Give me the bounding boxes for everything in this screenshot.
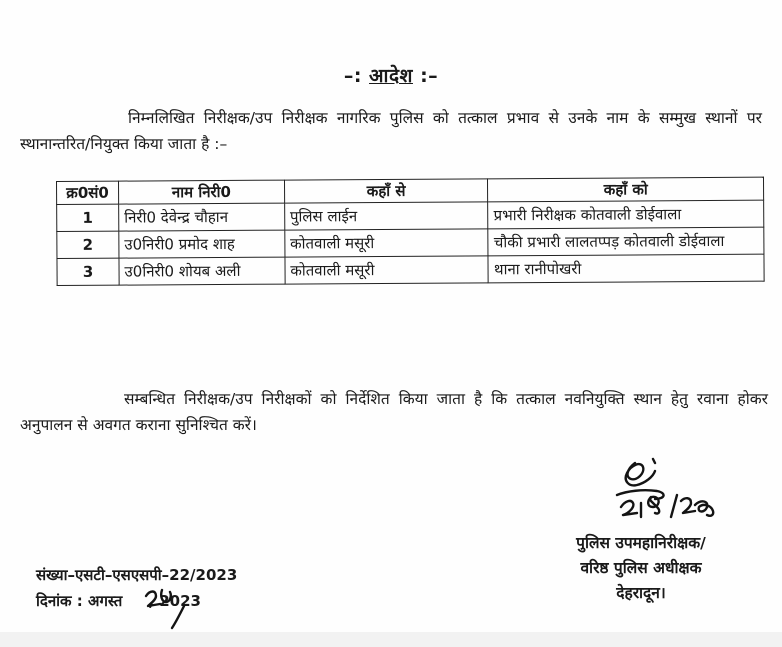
signatory-designation-1: पुलिस उपमहानिरीक्षक/	[576, 534, 706, 552]
header-to: कहाँ को	[488, 177, 764, 202]
order-title-text: आदेश	[369, 65, 413, 87]
handwritten-signature	[595, 455, 755, 535]
table-row	[57, 254, 764, 285]
row-from: कोतवाली मसूरी	[285, 256, 489, 284]
table-row	[57, 200, 764, 231]
order-title: –: आदेश :–	[343, 65, 439, 87]
row-to: चौकी प्रभारी लालतप्पड़ कोतवाली डोईवाला	[488, 227, 764, 256]
handwritten-date	[140, 584, 210, 630]
bottom-strip	[0, 632, 782, 647]
transfer-table	[56, 177, 765, 286]
row-serial: 2	[57, 231, 119, 258]
signatory-designation-2: वरिष्ठ पुलिस अधीक्षक	[580, 559, 702, 577]
row-name: निरी0 देवेन्द्र चौहान	[119, 203, 285, 231]
signatory-location: देहरादून।	[616, 584, 666, 602]
row-name: उ0निरी0 प्रमोद शाह	[119, 230, 285, 258]
intro-paragraph: निम्नलिखित निरीक्षक/उप निरीक्षक नागरिक पुलिस को तत्काल प्रभाव से उनके नाम के सम्मुख स्थानों पर स्थानान्तरित/नियुक्त किया जाता है :–	[20, 109, 762, 153]
signatory-block	[536, 531, 746, 606]
row-from: कोतवाली मसूरी	[285, 229, 489, 257]
table-row	[57, 227, 764, 258]
row-to: थाना रानीपोखरी	[488, 254, 764, 283]
row-serial: 1	[57, 204, 119, 231]
header-serial: क्र0सं0	[57, 181, 119, 204]
date-label: दिनांक : अगस्त	[36, 592, 123, 610]
row-to: प्रभारी निरीक्षक कोतवाली डोईवाला	[488, 200, 764, 229]
row-serial: 3	[57, 258, 119, 285]
reference-number: संख्या–एसटी–एसएसपी–22/2023	[36, 566, 238, 584]
closing-paragraph: सम्बन्धित निरीक्षक/उप निरीक्षकों को निर्देशित किया जाता है कि तत्काल नवनियुक्ति स्थान हेतु रवाना होकर अनुपालन से अवगत कराना सुनिश्चित करें।	[20, 390, 768, 434]
row-name: उ0निरी0 शोयब अली	[119, 257, 285, 285]
row-from: पुलिस लाईन	[284, 202, 488, 230]
date-year: , 2023	[148, 592, 201, 610]
header-name: नाम निरी0	[118, 180, 284, 204]
header-from: कहाँ से	[284, 179, 488, 203]
